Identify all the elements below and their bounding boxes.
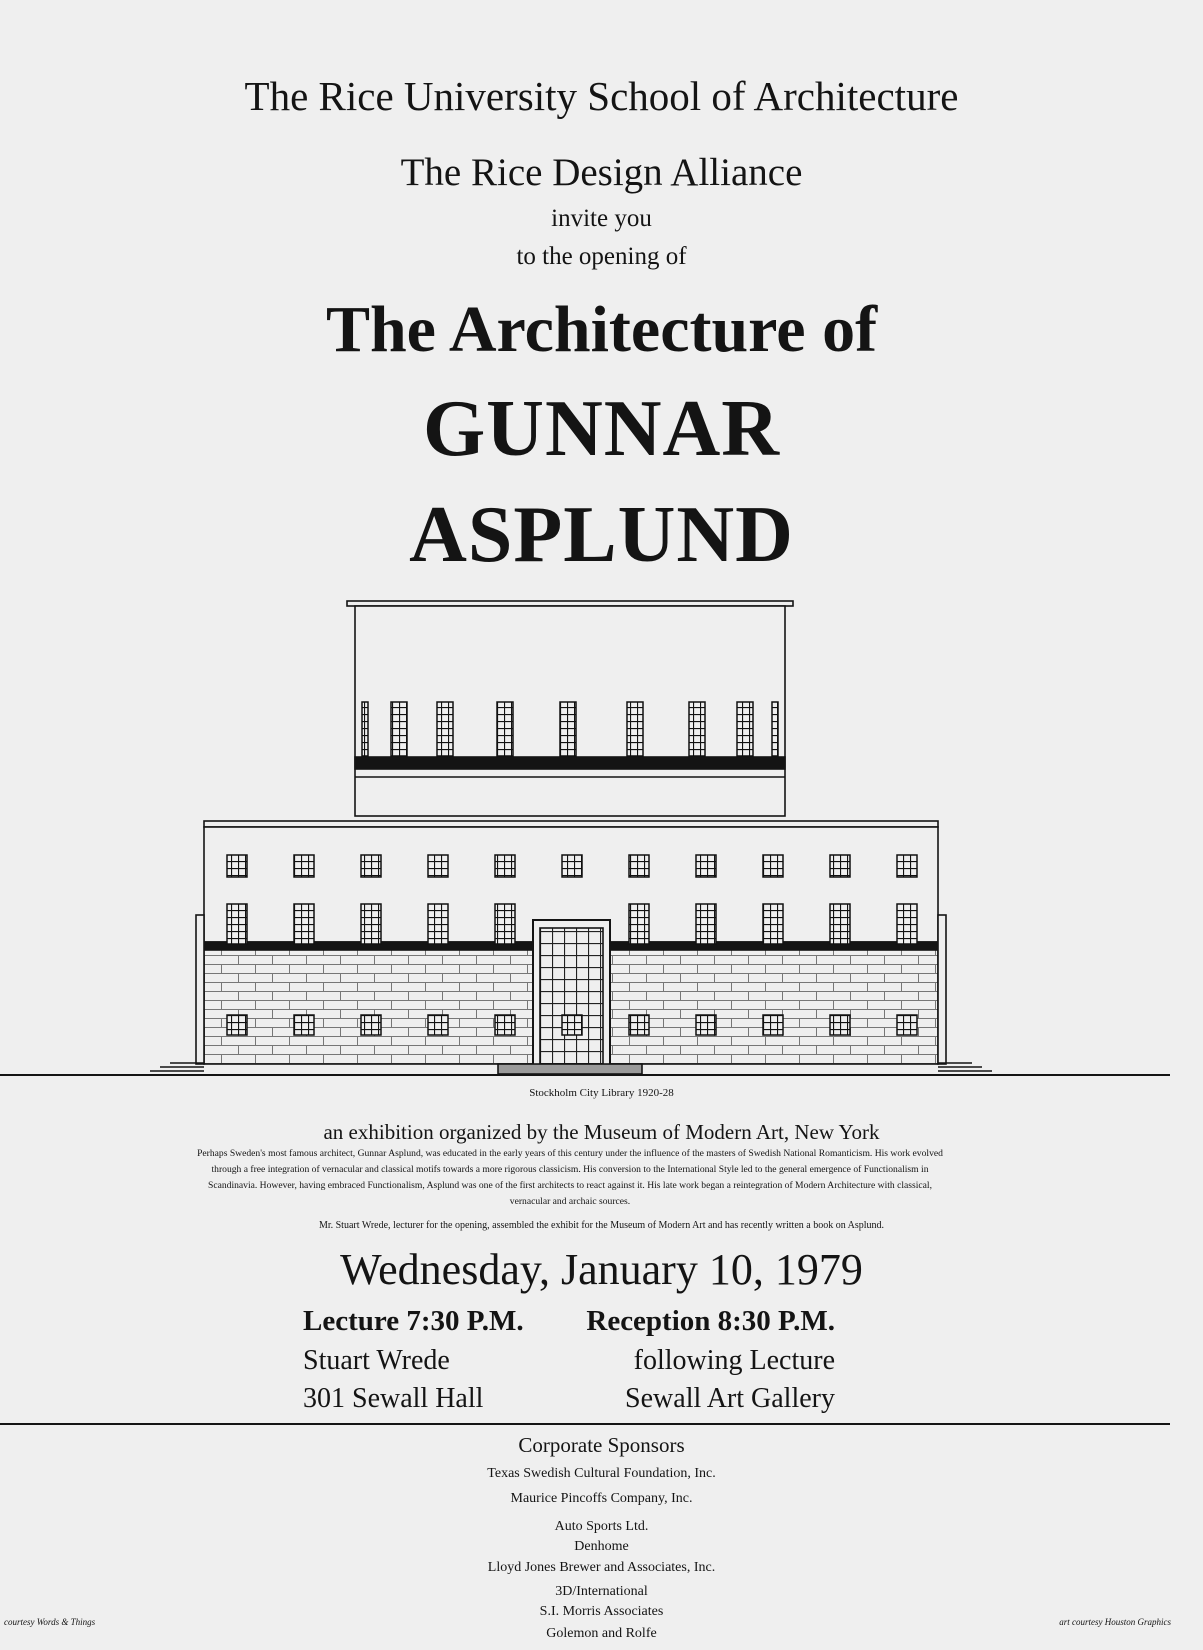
lecture-heading (303, 1305, 524, 1338)
sponsor-item: Golemon and Rolfe (546, 1626, 657, 1641)
window-shape (897, 904, 917, 944)
reception-timing: following Lecture (633, 1345, 835, 1376)
sponsor-item: Lloyd Jones Brewer and Associates, Inc. (487, 1560, 716, 1575)
divider (0, 1423, 1170, 1425)
window-shape (227, 904, 247, 944)
event-date: Wednesday, January 10, 1979 (340, 1245, 863, 1294)
window-shape (495, 904, 515, 944)
window-shape (428, 904, 448, 944)
sponsor-item: 3D/International (555, 1584, 648, 1599)
window-shape (495, 1015, 515, 1035)
window-shape (772, 702, 778, 756)
window-shape (562, 1015, 582, 1035)
invite-line-1: invite you (551, 205, 652, 232)
title-line-1: The Architecture of (325, 293, 878, 366)
lecture-heading-text: Lecture 7:30 P.M. (303, 1305, 524, 1337)
window-shape (897, 1015, 917, 1035)
exhibition-organizer: an exhibition organized by the Museum of Modern Art, New York (323, 1120, 880, 1144)
window-shape (627, 702, 643, 756)
title-line-2: GUNNAR (422, 385, 781, 473)
window-shape (294, 904, 314, 944)
sponsor-item: Auto Sports Ltd. (554, 1519, 649, 1534)
alliance-heading: The Rice Design Alliance (400, 151, 803, 194)
window-shape (361, 855, 381, 877)
window-shape (362, 702, 368, 756)
lecturer-note: Mr. Stuart Wrede, lecturer for the opening, assembled the exhibit for the Museum of Modern Art and has recently written a book on Asplund. (318, 1220, 885, 1231)
window-shape (391, 702, 407, 756)
window-shape (227, 855, 247, 877)
library-elevation-drawing (0, 595, 1203, 1085)
exhibition-description: Perhaps Sweden's most famous architect, Gunnar Asplund, was educated in the early years of this century under the influence of the masters of Swedish National Romanticism. His work evolved through a free integration of vernacular and classical motifs towards a more rigorous classicism. His conversion to the International Style led to the general emergence of Functionalism in Scandinavia. However, having embraced Functionalism, Asplund was one of the first architects to react against it. His late work began a reintegration of Modern Architecture with classical, vernacular and archaic sources. (197, 1148, 943, 1207)
window-shape (495, 855, 515, 877)
sponsors-heading: Corporate Sponsors (518, 1433, 685, 1457)
window-shape (689, 702, 705, 756)
credit-right: art courtesy Houston Graphics (1059, 1617, 1171, 1627)
reception-location: Sewall Art Gallery (625, 1383, 835, 1414)
window-shape (763, 904, 783, 944)
window-shape (897, 855, 917, 877)
sponsor-item: Maurice Pincoffs Company, Inc. (510, 1491, 693, 1506)
window-shape (830, 904, 850, 944)
window-shape (497, 702, 513, 756)
window-shape (294, 855, 314, 877)
sponsor-item: S.I. Morris Associates (539, 1604, 664, 1619)
reception-heading (586, 1305, 835, 1338)
lecture-speaker: Stuart Wrede (303, 1345, 450, 1376)
sponsor-item: Denhome (574, 1539, 629, 1554)
reception-heading-text: Reception 8:30 P.M. (586, 1305, 835, 1337)
window-shape (696, 904, 716, 944)
window-shape (560, 702, 576, 756)
window-shape (830, 855, 850, 877)
window-shape (830, 1015, 850, 1035)
window-shape (696, 1015, 716, 1035)
window-shape (428, 855, 448, 877)
window-shape (227, 1015, 247, 1035)
window-shape (763, 1015, 783, 1035)
window-shape (629, 855, 649, 877)
sponsor-item: Texas Swedish Cultural Foundation, Inc. (487, 1466, 716, 1481)
window-shape (562, 855, 582, 877)
window-shape (629, 1015, 649, 1035)
window-shape (361, 1015, 381, 1035)
credit-left: courtesy Words & Things (4, 1617, 96, 1627)
illustration-caption: Stockholm City Library 1920-28 (529, 1087, 674, 1099)
window-shape (737, 702, 753, 756)
school-heading: The Rice University School of Architecture (244, 73, 959, 119)
window-shape (763, 855, 783, 877)
window-shape (294, 1015, 314, 1035)
window-shape (361, 904, 381, 944)
window-shape (437, 702, 453, 756)
invite-line-2: to the opening of (516, 243, 687, 270)
lecture-location: 301 Sewall Hall (303, 1383, 484, 1414)
window-shape (428, 1015, 448, 1035)
window-shape (629, 904, 649, 944)
window-shape (696, 855, 716, 877)
title-line-3: ASPLUND (409, 491, 794, 579)
